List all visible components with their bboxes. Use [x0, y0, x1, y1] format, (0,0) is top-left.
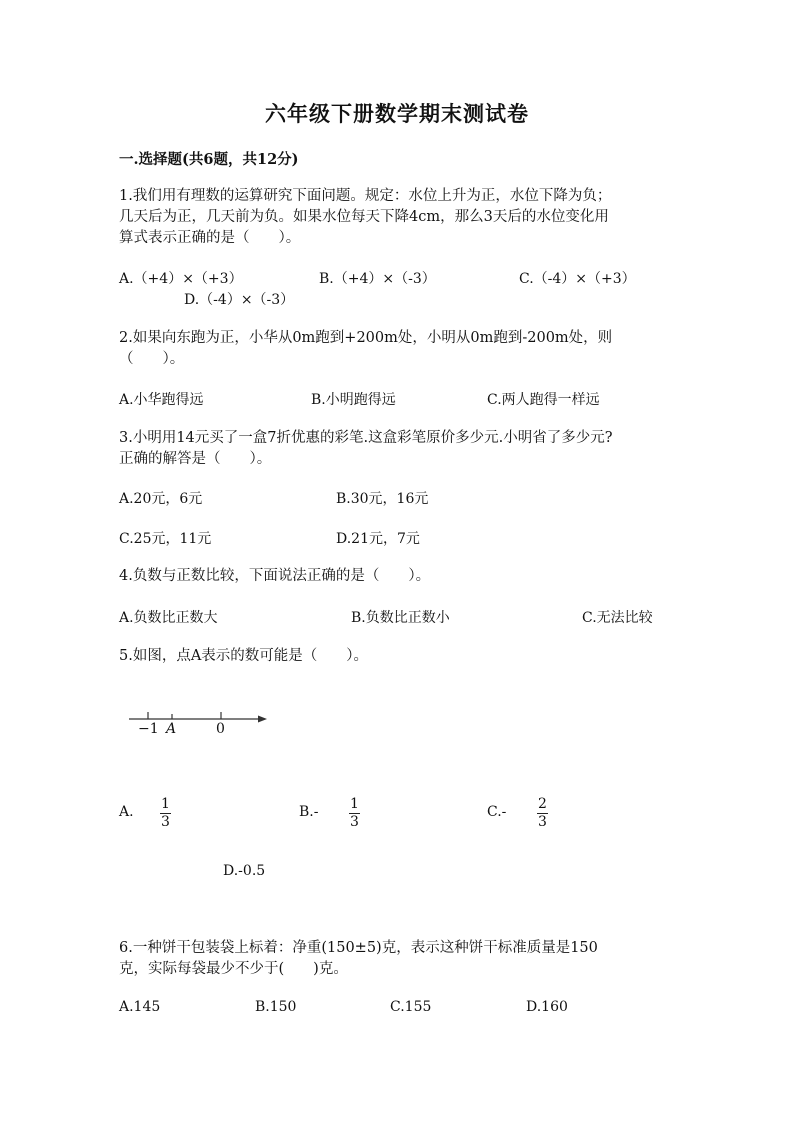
arrow-right-icon [258, 716, 267, 723]
question-6-line-2: 克，实际每袋最少不少于( )克。 [119, 961, 348, 977]
question-2-option-b[interactable]: B.小明跑得远 [311, 392, 396, 408]
number-line-label-neg1: −1 [138, 721, 159, 737]
question-6-option-a[interactable]: A.145 [119, 999, 161, 1015]
question-6-option-c[interactable]: C.155 [390, 999, 432, 1015]
question-1-option-d[interactable]: D.（-4）×（-3） [184, 292, 295, 308]
question-1-option-a[interactable]: A.（+4）×（+3） [119, 271, 243, 287]
question-5-option-c-fraction [537, 797, 548, 830]
section-heading: 一.选择题(共6题，共12分) [119, 151, 299, 168]
fraction-denominator: 3 [350, 814, 359, 830]
question-5-option-a-fraction [160, 797, 171, 830]
question-5-option-d[interactable]: D.-0.5 [223, 863, 266, 879]
question-5-option-c[interactable]: C.- [487, 804, 507, 820]
question-4-line-1: 4.负数与正数比较，下面说法正确的是（ ）。 [119, 568, 431, 584]
question-3-line-2: 正确的解答是（ ）。 [119, 451, 272, 467]
fraction-denominator: 3 [161, 814, 170, 830]
question-1-option-b[interactable]: B.（+4）×（-3） [319, 271, 436, 287]
fraction-numerator: 1 [161, 796, 170, 812]
question-3-option-a[interactable]: A.20元，6元 [119, 491, 203, 507]
question-3-option-b[interactable]: B.30元，16元 [336, 491, 429, 507]
fraction-numerator: 1 [350, 796, 359, 812]
page-title: 六年级下册数学期末测试卷 [265, 101, 529, 126]
question-1-option-c[interactable]: C.（-4）×（+3） [519, 271, 636, 287]
question-5-option-b[interactable]: B.- [299, 804, 319, 820]
number-line-label-zero: 0 [216, 721, 225, 737]
question-3-option-c[interactable]: C.25元，11元 [119, 531, 212, 547]
question-5-option-b-fraction [349, 797, 360, 830]
question-4-option-a[interactable]: A.负数比正数大 [119, 610, 218, 626]
question-2-line-1: 2.如果向东跑为正，小华从0m跑到+200m处，小明从0m跑到-200m处，则 [119, 330, 613, 346]
question-5-line-1: 5.如图，点A表示的数可能是（ ）。 [119, 648, 369, 664]
question-1-line-1: 1.我们用有理数的运算研究下面问题。规定：水位上升为正，水位下降为负； [119, 188, 612, 204]
question-2-option-a[interactable]: A.小华跑得远 [119, 392, 204, 408]
number-line-figure [127, 706, 272, 746]
question-4-option-c[interactable]: C.无法比较 [582, 610, 653, 626]
question-5-option-a[interactable]: A. [119, 804, 134, 820]
fraction-numerator: 2 [538, 796, 547, 812]
question-6-option-b[interactable]: B.150 [255, 999, 297, 1015]
question-6-option-d[interactable]: D.160 [526, 999, 568, 1015]
fraction-denominator: 3 [538, 814, 547, 830]
question-2-option-c[interactable]: C.两人跑得一样远 [487, 392, 600, 408]
question-4-option-b[interactable]: B.负数比正数小 [351, 610, 450, 626]
question-1-line-2: 几天后为正，几天前为负。如果水位每天下降4cm，那么3天后的水位变化用 [119, 209, 609, 225]
question-3-option-d[interactable]: D.21元，7元 [336, 531, 420, 547]
question-3-line-1: 3.小明用14元买了一盒7折优惠的彩笔.这盒彩笔原价多少元.小明省了多少元? [119, 430, 613, 446]
number-line-label-a: A [166, 721, 177, 737]
question-2-line-2: （ ）。 [119, 351, 185, 367]
question-6-line-1: 6.一种饼干包装袋上标着：净重(150±5)克，表示这种饼干标准质量是150 [119, 940, 598, 956]
question-1-line-3: 算式表示正确的是（ ）。 [119, 230, 301, 246]
